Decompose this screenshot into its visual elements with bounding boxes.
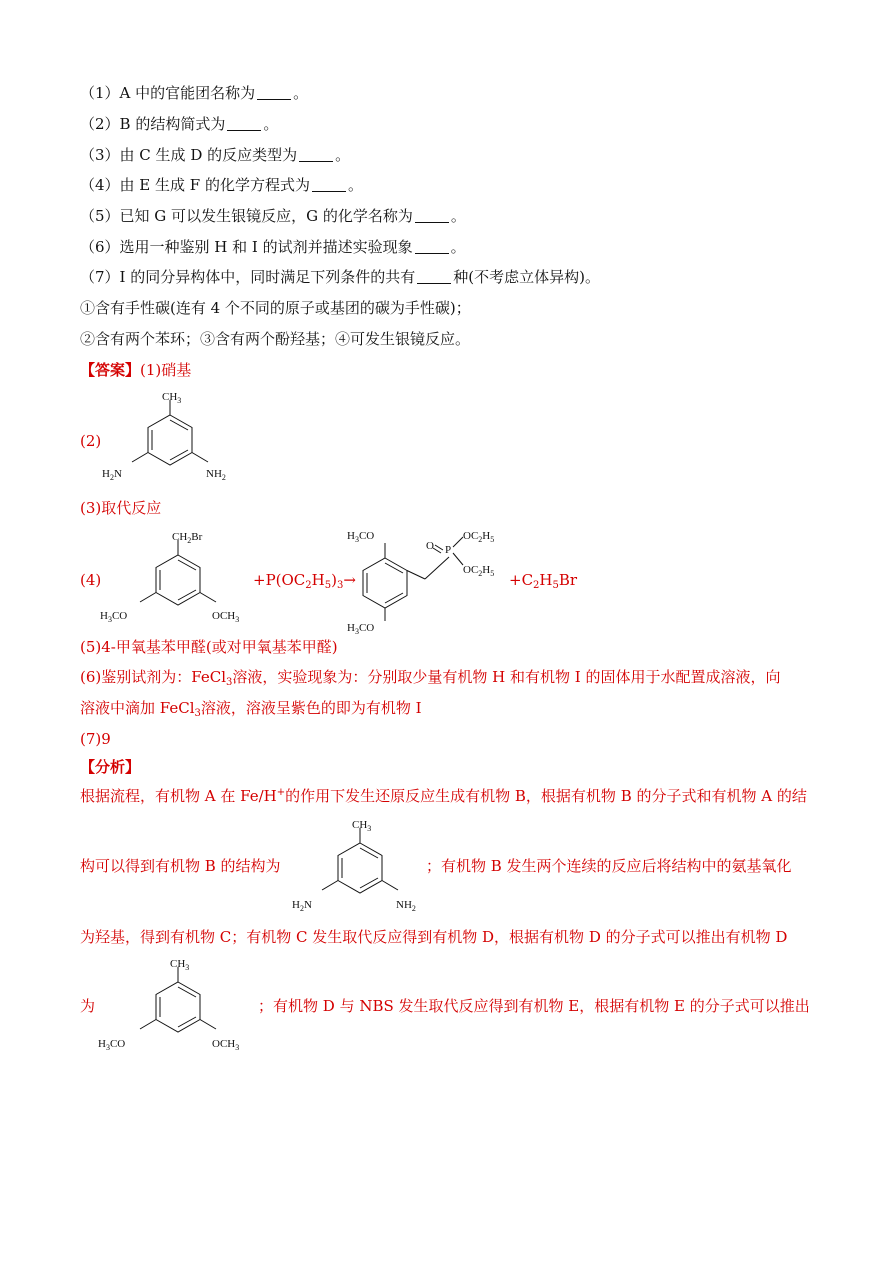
ch3-label: $CH_3$ (162, 391, 182, 405)
h3co-label: $H_3CO$ (98, 1038, 126, 1052)
nh2-right-label: $NH_2$ (206, 468, 226, 482)
answer-blank (417, 269, 451, 284)
structure-e (100, 527, 260, 627)
answer-blank (257, 85, 291, 100)
analysis-line-3: 为羟基，得到有机物 C；有机物 C 发生取代反应得到有机物 D，根据有机物 D 的分子式可以推出有机物 D (80, 928, 788, 946)
answer-7: (7)9 (80, 730, 111, 748)
oc2h5-bottom-label: $OC_2H_5$ (463, 564, 495, 578)
oc2h5-top-label: $OC_2H_5$ (463, 530, 495, 544)
och3-label: $OCH_3$ (212, 1038, 240, 1052)
answer-6-line-1: (6)鉴别试剂为：FeCl$_3$溶液，实验现象为：分别取少量有机物 H 和有机物 I 的固体用于水配置成溶液，向 (80, 668, 781, 688)
h3co-bottom-label: $H_3CO$ (347, 622, 375, 636)
answer-6-line-2: 溶液中滴加 FeCl$_3$溶液，溶液呈紫色的即为有机物 I (80, 699, 422, 719)
answer-blank (415, 239, 449, 254)
structure-b (100, 390, 250, 490)
analysis-line-4b: ；有机物 D 与 NBS 发生取代反应得到有机物 E，根据有机物 E 的分子式可以推出 (258, 997, 810, 1015)
h3co-top-label: $H_3CO$ (347, 530, 375, 544)
analysis-line-2b: ；有机物 B 发生两个连续的反应后将结构中的氨基氧化 (426, 857, 792, 875)
question-4: （4）由 E 生成 F 的化学方程式为 。 (80, 176, 363, 194)
question-6: （6）选用一种鉴别 H 和 I 的试剂并描述实验现象 。 (80, 238, 466, 256)
ch3-label: $CH_3$ (170, 958, 190, 972)
analysis-line-4a: 为 (80, 997, 96, 1015)
question-3: （3）由 C 生成 D 的反应类型为 。 (80, 146, 351, 164)
answer-2-label: (2) (80, 432, 102, 450)
nh2-left-label: $H_2N$ (292, 899, 312, 913)
structure-f (345, 523, 515, 636)
answer-blank (312, 177, 346, 192)
condition-1: ①含有手性碳(连有 4 个不同的原子或基团的碳为手性碳)； (80, 299, 471, 317)
h3co-label: $H_3CO$ (100, 610, 128, 624)
answer-5: (5)4-甲氧基苯甲醛(或对甲氧基苯甲醛) (80, 638, 338, 656)
reaction-arrow: → (343, 571, 356, 589)
question-7: （7）I 的同分异构体中，同时满足下列条件的共有 种(不考虑立体异构)。 (80, 268, 600, 286)
och3-label: $OCH_3$ (212, 610, 240, 624)
answer-label: 【答案】 (80, 361, 141, 379)
question-1: （1）A 中的官能团名称为 。 (80, 84, 309, 102)
analysis-line-2a: 构可以得到有机物 B 的结构为 (80, 857, 281, 875)
oxygen-label: O (426, 540, 434, 552)
condition-2: ②含有两个苯环；③含有两个酚羟基；④可发生银镜反应。 (80, 330, 471, 348)
nh2-left-label: $H_2N$ (102, 468, 122, 482)
phosphorus-label: P (445, 544, 452, 556)
ch2br-label: $CH_2Br$ (172, 531, 203, 545)
question-5: （5）已知 G 可以发生银镜反应，G 的化学名称为 。 (80, 207, 466, 225)
answer-blank (299, 147, 333, 162)
ch3-label: $CH_3$ (352, 819, 372, 833)
structure-b-analysis (290, 818, 440, 918)
analysis-label: 【分析】 (80, 758, 141, 776)
answer-3: (3)取代反应 (80, 499, 162, 517)
structure-d (98, 957, 258, 1057)
answer-1: 【答案】(1)硝基 (80, 361, 192, 379)
answer-4-label: (4) (80, 571, 102, 589)
answer-blank (415, 208, 449, 223)
question-2: （2）B 的结构简式为 。 (80, 115, 279, 133)
answer-4-reagent: $+P(OC_2H_5)_3\to$ (253, 571, 356, 591)
answer-4-byproduct: $+C_2H_5Br$ (509, 571, 578, 591)
answer-blank (227, 116, 261, 131)
nh2-right-label: $NH_2$ (396, 899, 416, 913)
analysis-line-1: 根据流程，有机物 A 在 Fe/H+的作用下发生还原反应生成有机物 B，根据有机物 B 的分子式和有机物 A 的结 (80, 787, 807, 805)
